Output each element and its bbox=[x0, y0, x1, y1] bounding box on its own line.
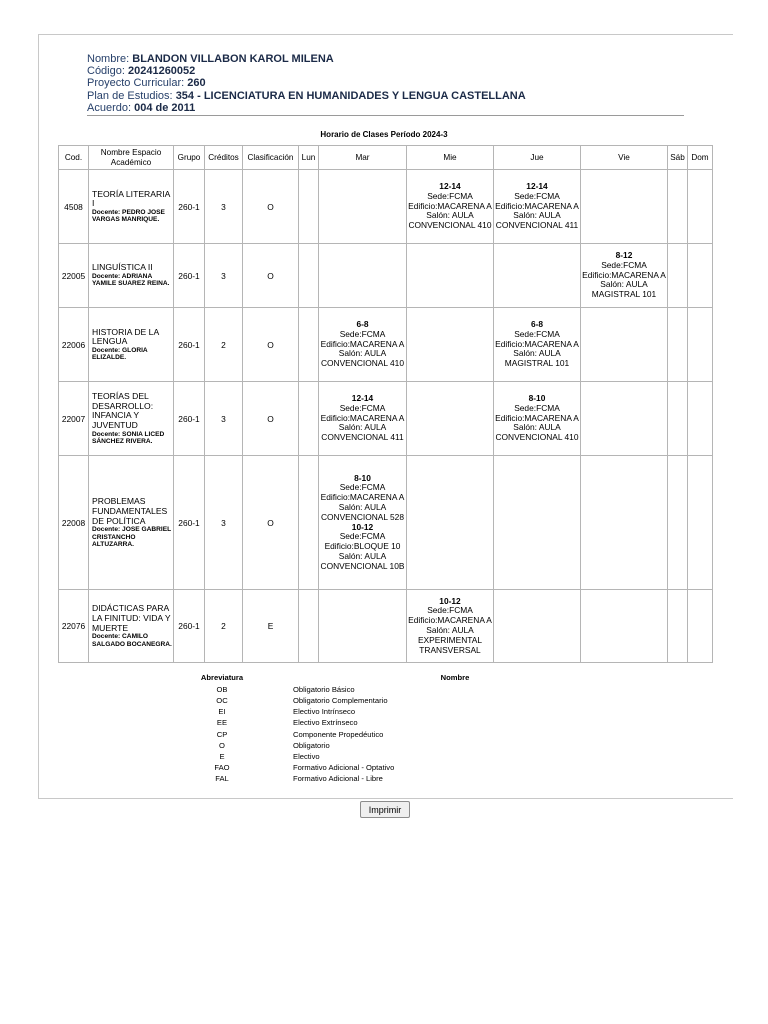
slot-building: Edificio:MACARENA A bbox=[408, 615, 492, 626]
course-teacher: Docente: ADRIANA YAMILE SUAREZ REINA. bbox=[92, 273, 170, 288]
course-name-cell bbox=[89, 590, 174, 663]
day-cell-sab bbox=[668, 308, 688, 382]
slot-site: Sede:FCMA bbox=[514, 328, 560, 339]
course-group: 260-1 bbox=[174, 456, 205, 590]
day-cell-vie bbox=[581, 382, 668, 456]
slot-hours: 8-10 bbox=[528, 393, 546, 403]
student-code: 20241260052 bbox=[127, 65, 196, 78]
slot-building: Edificio:MACARENA A bbox=[408, 200, 492, 211]
slot-building: Edificio:MACARENA A bbox=[495, 412, 579, 423]
slot-hours: 12-14 bbox=[439, 181, 461, 191]
agreement: 004 de 2011 bbox=[134, 101, 196, 114]
course-name-cell bbox=[89, 308, 174, 382]
legend-abbr-header: Abreviatura bbox=[200, 673, 244, 682]
slot-site: Sede:FCMA bbox=[514, 402, 560, 413]
course-credits: 2 bbox=[205, 308, 243, 382]
slot-building: Edificio:MACARENA A bbox=[320, 412, 405, 423]
day-cell-dom bbox=[688, 456, 713, 590]
slot-hours: 8-10 bbox=[354, 472, 371, 483]
col-header-creditos: Créditos bbox=[205, 146, 243, 170]
col-header-clasificacion: Clasificación bbox=[243, 146, 299, 170]
slot-building: Edificio:MACARENA A bbox=[495, 200, 579, 211]
col-header-jue: Jue bbox=[494, 146, 581, 170]
slot-room: Salón: AULA CONVENCIONAL 410 bbox=[320, 348, 404, 369]
legend-name: Electivo bbox=[293, 752, 320, 761]
course-code: 22006 bbox=[59, 308, 89, 382]
legend-name: Formativo Adicional - Libre bbox=[293, 774, 383, 784]
agreement-line: Acuerdo: 004 de 2011 bbox=[87, 101, 196, 114]
col-header-nombre: Nombre Espacio Académico bbox=[89, 146, 174, 170]
day-cell-mie bbox=[407, 382, 494, 456]
day-cell-sab bbox=[668, 590, 688, 663]
legend-name: Obligatorio Básico bbox=[293, 684, 355, 694]
legend-abbr: FAL bbox=[215, 774, 229, 784]
course-code: 22005 bbox=[59, 244, 89, 308]
day-cell-mar bbox=[319, 308, 407, 382]
day-cell-dom bbox=[688, 170, 713, 244]
course-name: DIDÁCTICAS PARA LA FINITUD: VIDA Y MUERTE bbox=[92, 603, 171, 633]
course-name: LINGUÍSTICA II bbox=[92, 262, 153, 273]
legend-name-header: Nombre bbox=[440, 673, 470, 682]
col-header-cod: Cod. bbox=[59, 146, 89, 170]
course-name: TEORÍA LITERARIA I bbox=[92, 188, 170, 209]
col-header-dom: Dom bbox=[688, 146, 713, 170]
col-header-mar: Mar bbox=[319, 146, 407, 170]
header-divider bbox=[87, 115, 684, 116]
course-name-cell bbox=[89, 244, 174, 308]
slot-site: Sede:FCMA bbox=[427, 605, 473, 616]
course-classification: O bbox=[243, 308, 299, 382]
day-cell-dom bbox=[688, 590, 713, 663]
day-cell-mar bbox=[319, 590, 407, 663]
slot-building: Edificio:BLOQUE 10 bbox=[324, 541, 401, 552]
col-header-lun: Lun bbox=[299, 146, 319, 170]
legend-abbr: EI bbox=[218, 707, 226, 717]
slot-hours: 12-14 bbox=[351, 393, 374, 403]
day-cell-lun bbox=[299, 308, 319, 382]
day-cell-mie bbox=[407, 456, 494, 590]
day-cell-sab bbox=[668, 382, 688, 456]
day-cell-lun bbox=[299, 456, 319, 590]
course-group: 260-1 bbox=[174, 308, 205, 382]
course-credits: 3 bbox=[205, 170, 243, 244]
day-cell-jue bbox=[494, 244, 581, 308]
day-cell-sab bbox=[668, 244, 688, 308]
slot-room: Salón: AULA CONVENCIONAL 410 bbox=[495, 422, 579, 443]
study-plan-line: Plan de Estudios: 354 - LICENCIATURA EN HUMANIDADES Y LENGUA CASTELLANA bbox=[87, 89, 526, 102]
day-cell-dom bbox=[688, 382, 713, 456]
course-teacher: Docente: SONIA LICED SÁNCHEZ RIVERA. bbox=[92, 430, 165, 446]
day-cell-vie bbox=[581, 244, 668, 308]
legend-name: Electivo Intrínseco bbox=[293, 707, 356, 717]
legend-abbr: O bbox=[219, 740, 225, 750]
legend-abbr: CP bbox=[216, 729, 228, 739]
col-header-mie: Mie bbox=[407, 146, 494, 170]
course-group: 260-1 bbox=[174, 382, 205, 456]
day-cell-jue bbox=[494, 308, 581, 382]
day-cell-mar bbox=[319, 382, 407, 456]
day-cell-jue bbox=[494, 590, 581, 663]
day-cell-mie bbox=[407, 590, 494, 663]
slot-site: Sede:FCMA bbox=[427, 190, 473, 201]
col-header-sab: Sáb bbox=[668, 146, 688, 170]
course-classification: O bbox=[243, 244, 299, 308]
table-row bbox=[59, 590, 713, 663]
legend-abbr: OC bbox=[216, 696, 228, 705]
day-cell-mie bbox=[407, 170, 494, 244]
day-cell-lun bbox=[299, 244, 319, 308]
legend-name: Formativo Adicional - Optativo bbox=[293, 763, 395, 773]
course-teacher: Docente: GLORIA ELIZALDE. bbox=[92, 347, 148, 362]
day-cell-jue bbox=[494, 170, 581, 244]
table-row bbox=[59, 244, 713, 308]
course-group: 260-1 bbox=[174, 244, 205, 308]
student-info bbox=[87, 53, 526, 114]
day-cell-mar bbox=[319, 244, 407, 308]
course-code: 4508 bbox=[59, 170, 89, 244]
course-teacher: Docente: PEDRO JOSE VARGAS MANRIQUE. bbox=[92, 209, 165, 224]
student-name: BLANDON VILLABON KAROL MILENA bbox=[132, 53, 334, 65]
day-cell-lun bbox=[299, 590, 319, 663]
slot-hours: 10-12 bbox=[439, 595, 461, 606]
day-cell-mar bbox=[319, 456, 407, 590]
slot-building: Edificio:MACARENA A bbox=[320, 492, 405, 503]
slot-hours: 6-8 bbox=[356, 319, 369, 329]
slot-room: Salón: AULA EXPERIMENTAL TRANSVERSAL bbox=[417, 625, 483, 655]
day-cell-vie bbox=[581, 590, 668, 663]
table-row bbox=[59, 170, 713, 244]
course-code: 22008 bbox=[59, 456, 89, 590]
slot-hours: 8-12 bbox=[615, 250, 633, 260]
schedule-header-row bbox=[59, 146, 713, 170]
day-cell-jue bbox=[494, 456, 581, 590]
day-cell-jue bbox=[494, 382, 581, 456]
slot-hours: 12-14 bbox=[526, 181, 548, 191]
course-code: 22076 bbox=[59, 590, 89, 663]
day-cell-lun bbox=[299, 382, 319, 456]
slot-room: Salón: AULA CONVENCIONAL 10B bbox=[320, 550, 405, 571]
col-header-grupo: Grupo bbox=[174, 146, 205, 170]
student-code-line: Código: 20241260052 bbox=[87, 65, 196, 78]
legend-name: Electivo Extrínseco bbox=[293, 718, 358, 728]
course-name-cell bbox=[89, 170, 174, 244]
course-code: 22007 bbox=[59, 382, 89, 456]
day-cell-dom bbox=[688, 308, 713, 382]
slot-room: Salón: AULA CONVENCIONAL 411 bbox=[495, 210, 579, 231]
slot-room: Salón: AULA CONVENCIONAL 528 bbox=[320, 501, 404, 522]
slot-building: Edificio:MACARENA A bbox=[320, 338, 405, 349]
legend-name: Obligatorio Complementario bbox=[293, 696, 388, 705]
day-cell-vie bbox=[581, 308, 668, 382]
slot-building: Edificio:MACARENA A bbox=[582, 269, 666, 280]
course-teacher: Docente: JOSE GABRIEL CRISTANCHO ALTUZARRA. bbox=[92, 526, 172, 548]
course-classification: O bbox=[243, 456, 299, 590]
legend-abbr: FAO bbox=[214, 763, 230, 773]
course-name: TEORÍAS DEL DESARROLLO: INFANCIA Y JUVENTUD bbox=[92, 390, 154, 431]
day-cell-mie bbox=[407, 308, 494, 382]
course-credits: 3 bbox=[205, 382, 243, 456]
course-name: HISTORIA DE LA LENGUA bbox=[92, 326, 159, 347]
legend-abbr: OB bbox=[216, 684, 228, 694]
schedule-table bbox=[58, 145, 713, 663]
slot-hours: 6-8 bbox=[530, 319, 544, 329]
schedule-body bbox=[59, 170, 713, 663]
day-cell-lun bbox=[299, 170, 319, 244]
col-header-vie: Vie bbox=[581, 146, 668, 170]
slot-site: Sede:FCMA bbox=[339, 531, 386, 542]
course-classification: O bbox=[243, 170, 299, 244]
day-cell-vie bbox=[581, 456, 668, 590]
slot-room: Salón: AULA MAGISTRAL 101 bbox=[504, 348, 570, 369]
slot-site: Sede:FCMA bbox=[514, 190, 560, 201]
legend-abbr: E bbox=[219, 752, 225, 761]
study-plan: 354 - LICENCIATURA EN HUMANIDADES Y LENGUA CASTELLANA bbox=[175, 89, 526, 102]
day-cell-mar bbox=[319, 170, 407, 244]
print-button[interactable]: Imprimir bbox=[360, 801, 410, 818]
course-credits: 3 bbox=[205, 456, 243, 590]
day-cell-mie bbox=[407, 244, 494, 308]
course-classification: E bbox=[243, 590, 299, 663]
course-name: PROBLEMAS FUNDAMENTALES DE POLÍTICA bbox=[92, 496, 168, 526]
course-group: 260-1 bbox=[174, 170, 205, 244]
table-row bbox=[59, 382, 713, 456]
table-row bbox=[59, 308, 713, 382]
course-classification: O bbox=[243, 382, 299, 456]
legend-name: Componente Propedéutico bbox=[293, 729, 384, 739]
course-credits: 2 bbox=[205, 590, 243, 663]
slot-site: Sede:FCMA bbox=[339, 482, 386, 493]
day-cell-sab bbox=[668, 170, 688, 244]
legend-name: Obligatorio bbox=[293, 740, 330, 750]
day-cell-dom bbox=[688, 244, 713, 308]
slot-room: Salón: AULA CONVENCIONAL 411 bbox=[321, 422, 404, 443]
day-cell-vie bbox=[581, 170, 668, 244]
course-name-cell bbox=[89, 382, 174, 456]
slot-room: Salón: AULA CONVENCIONAL 410 bbox=[408, 210, 492, 231]
schedule-title: Horario de Clases Período 2024-3 bbox=[320, 130, 448, 139]
course-teacher: Docente: CAMILO SALGADO BOCANEGRA. bbox=[92, 633, 172, 648]
slot-site: Sede:FCMA bbox=[339, 402, 386, 413]
slot-room: Salón: AULA MAGISTRAL 101 bbox=[591, 279, 657, 300]
day-cell-sab bbox=[668, 456, 688, 590]
slot-hours: 10-12 bbox=[351, 521, 374, 532]
course-name-cell bbox=[89, 456, 174, 590]
slot-building: Edificio:MACARENA A bbox=[495, 338, 579, 349]
slot-site: Sede:FCMA bbox=[339, 328, 386, 339]
table-row bbox=[59, 456, 713, 590]
course-group: 260-1 bbox=[174, 590, 205, 663]
curricular-project: 260 bbox=[187, 77, 206, 90]
curricular-project-line: Proyecto Curricular: 260 bbox=[87, 77, 206, 90]
slot-site: Sede:FCMA bbox=[601, 259, 647, 270]
student-name-line: Nombre: BLANDON VILLABON KAROL MILENA bbox=[87, 53, 334, 65]
legend-abbr: EE bbox=[216, 718, 228, 728]
course-credits: 3 bbox=[205, 244, 243, 308]
